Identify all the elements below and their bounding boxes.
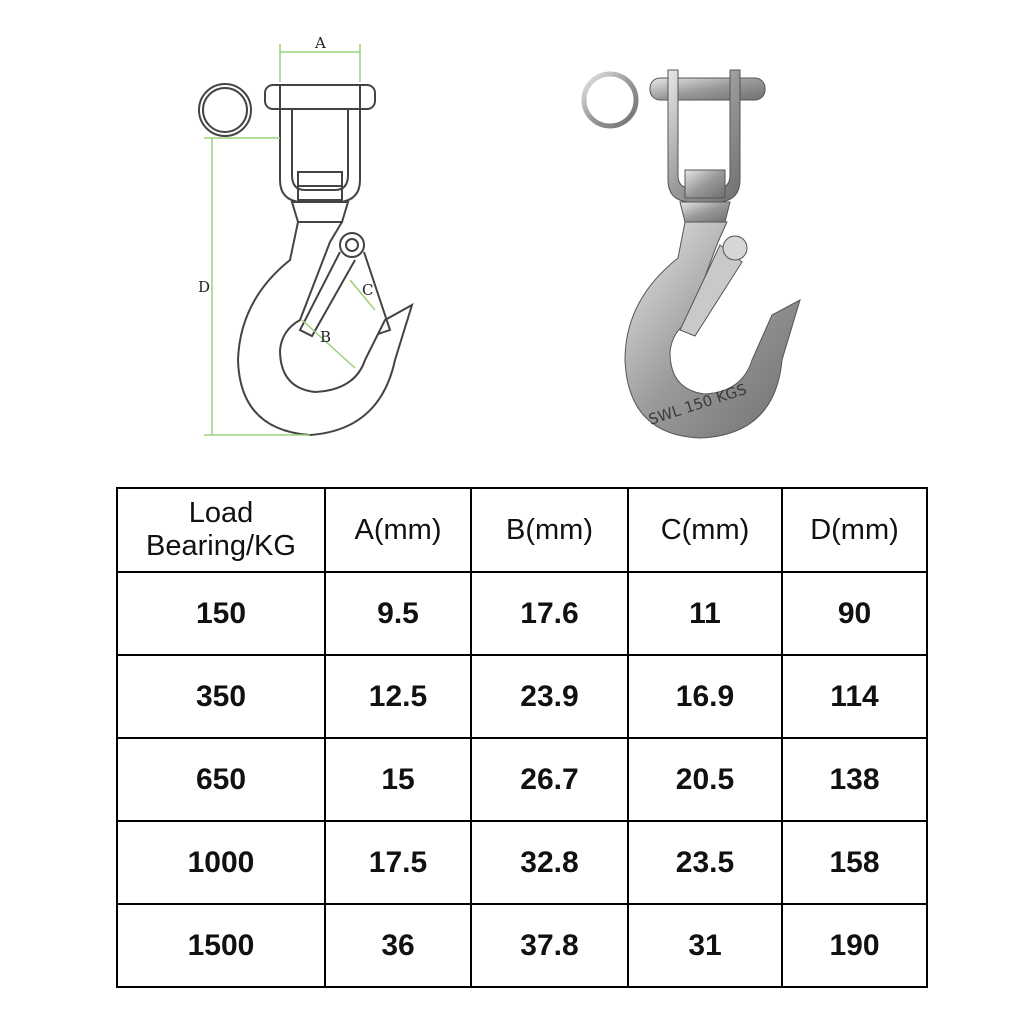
clevis-pin (265, 85, 375, 109)
table-row (117, 655, 927, 738)
photo-key-ring (584, 74, 636, 126)
cell-load: 150 (117, 572, 325, 655)
header-b: B(mm) (471, 488, 628, 572)
cell-c: 31 (628, 904, 782, 987)
hook-product-photo (570, 30, 810, 450)
cell-d: 158 (782, 821, 927, 904)
cell-d: 138 (782, 738, 927, 821)
cell-b: 23.9 (471, 655, 628, 738)
key-ring (199, 84, 251, 136)
cell-c: 16.9 (628, 655, 782, 738)
cell-a: 36 (325, 904, 471, 987)
header-load-bearing (117, 488, 325, 572)
header-a: A(mm) (325, 488, 471, 572)
cell-c: 23.5 (628, 821, 782, 904)
table-row (117, 738, 927, 821)
cell-b: 26.7 (471, 738, 628, 821)
dimension-d-label: D (198, 278, 211, 296)
dimension-a-label: A (315, 34, 326, 52)
cell-d: 114 (782, 655, 927, 738)
dimension-b-label: B (320, 328, 332, 346)
cell-load: 650 (117, 738, 325, 821)
cell-b: 17.6 (471, 572, 628, 655)
cell-c: 11 (628, 572, 782, 655)
cell-c: 20.5 (628, 738, 782, 821)
cell-d: 90 (782, 572, 927, 655)
cell-load: 350 (117, 655, 325, 738)
table-row (117, 572, 927, 655)
hook-dimension-drawing (180, 30, 440, 450)
cell-a: 9.5 (325, 572, 471, 655)
dimension-c-label: C (362, 281, 374, 299)
cell-a: 17.5 (325, 821, 471, 904)
table-row (117, 821, 927, 904)
header-load-line1: Load (188, 497, 254, 529)
photo-engraving: SWL 150 KGS (646, 380, 749, 429)
cell-load: 1500 (117, 904, 325, 987)
safety-latch (300, 252, 355, 336)
table-row (117, 904, 927, 987)
header-c: C(mm) (628, 488, 782, 572)
header-d: D(mm) (782, 488, 927, 572)
cell-a: 15 (325, 738, 471, 821)
cell-b: 32.8 (471, 821, 628, 904)
cell-d: 190 (782, 904, 927, 987)
specification-table (116, 487, 928, 988)
photo-clevis-pin (650, 78, 765, 100)
table-header-row (117, 488, 927, 572)
cell-b: 37.8 (471, 904, 628, 987)
cell-load: 1000 (117, 821, 325, 904)
header-load-line2: Bearing/KG (146, 530, 296, 562)
cell-a: 12.5 (325, 655, 471, 738)
